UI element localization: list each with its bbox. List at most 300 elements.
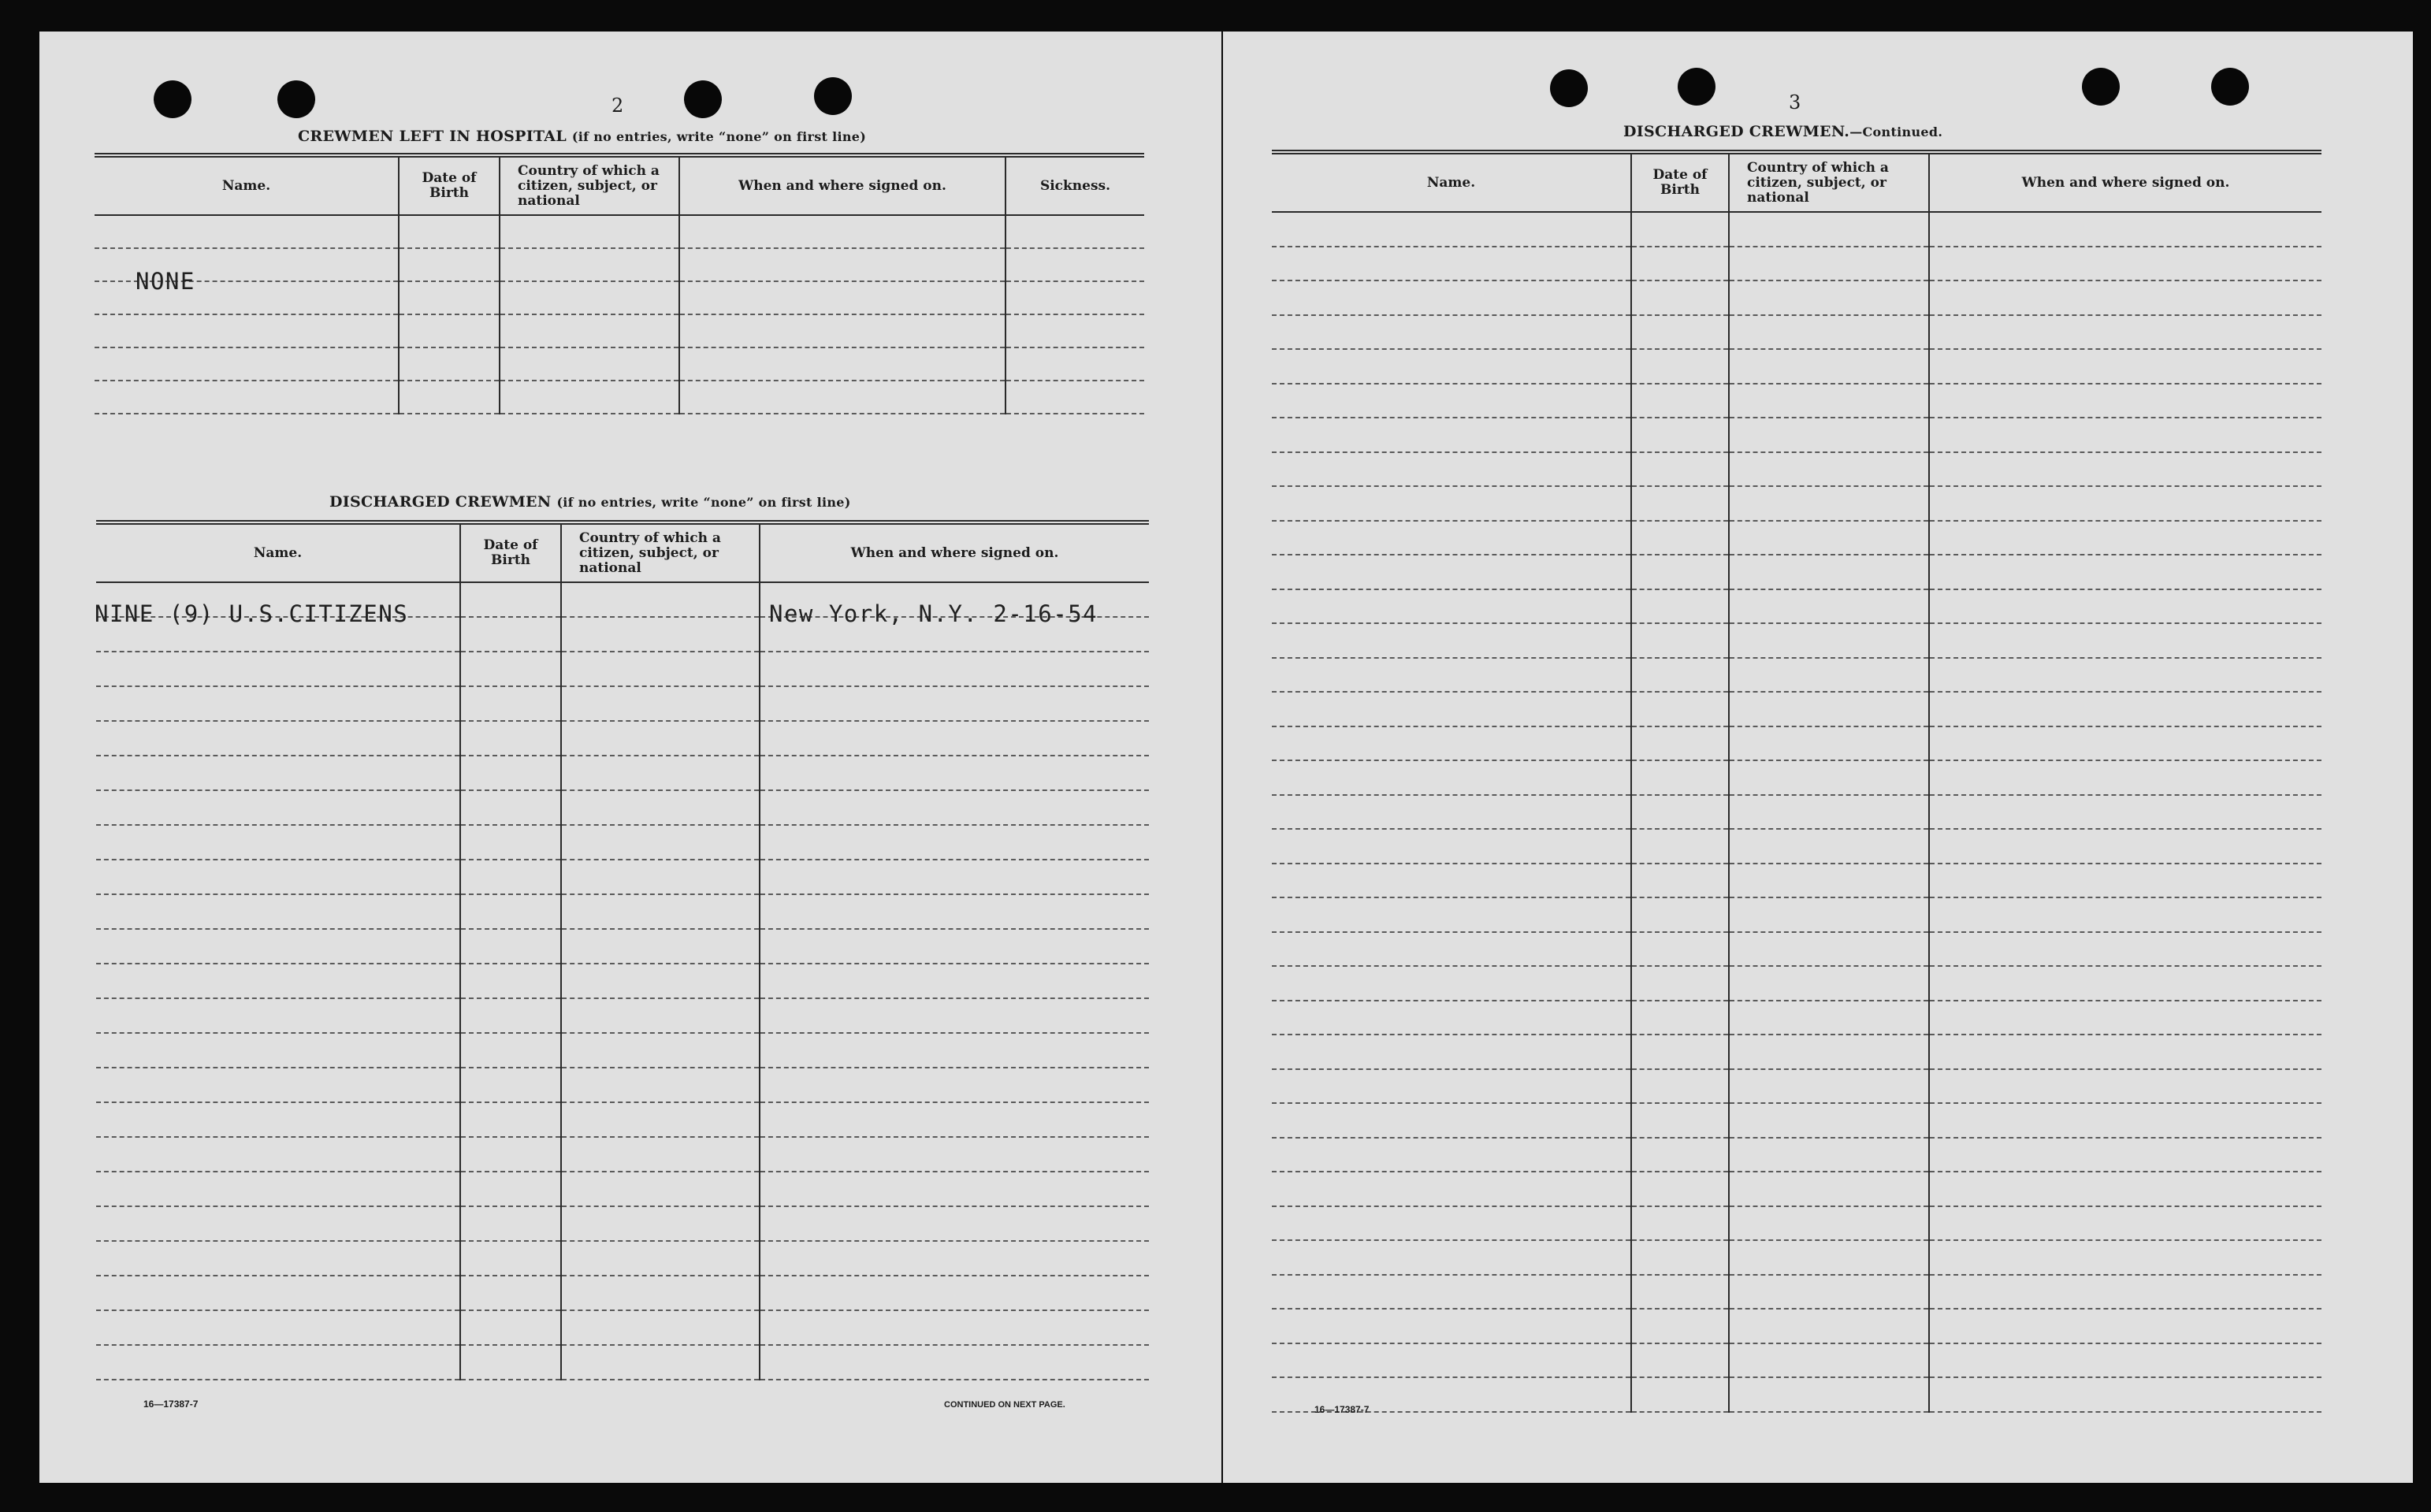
table-cell <box>1631 966 1729 1001</box>
punch-hole <box>814 77 852 115</box>
punch-hole <box>684 80 722 118</box>
table-row <box>1272 315 2321 350</box>
table-row <box>1272 247 2321 281</box>
table-cell <box>679 215 1005 248</box>
table-cell <box>1729 418 1929 452</box>
table-cell <box>1272 760 1631 795</box>
table-cell <box>96 1102 460 1137</box>
table-cell <box>460 998 561 1033</box>
table-cell <box>1272 966 1631 1001</box>
col-name-header: Name. <box>96 522 460 582</box>
discharged-continued-title: DISCHARGED CREWMEN.—Continued. <box>1623 123 1943 140</box>
table-row <box>96 1310 1149 1345</box>
table-cell <box>760 1137 1149 1172</box>
table-cell <box>760 686 1149 721</box>
table-cell <box>1631 795 1729 830</box>
table-cell <box>561 1276 760 1310</box>
table-row <box>1272 623 2321 658</box>
table-row <box>95 281 1144 314</box>
table-cell <box>1929 1275 2321 1310</box>
table-cell <box>96 1172 460 1206</box>
table-row <box>96 825 1149 860</box>
table-row <box>1272 795 2321 830</box>
table-cell <box>1929 623 2321 658</box>
table-cell <box>1729 212 1929 247</box>
table-cell <box>1272 932 1631 967</box>
table-cell <box>399 281 500 314</box>
table-row <box>1272 726 2321 761</box>
table-row <box>96 1276 1149 1310</box>
table-cell <box>460 686 561 721</box>
table-cell <box>1272 658 1631 693</box>
table-cell <box>561 582 760 617</box>
form-number: 16—17387-7 <box>143 1399 199 1410</box>
table-cell <box>1729 1138 1929 1172</box>
table-cell <box>760 894 1149 929</box>
table-cell <box>1929 795 2321 830</box>
form-number: 16—17387-7 <box>1314 1404 1370 1415</box>
table-cell <box>760 1241 1149 1276</box>
table-cell <box>1929 1001 2321 1035</box>
table-cell <box>460 894 561 929</box>
table-cell <box>95 215 399 248</box>
table-row <box>96 860 1149 894</box>
table-row <box>96 756 1149 790</box>
table-cell <box>1729 1172 1929 1206</box>
table-row <box>1272 966 2321 1001</box>
table-row <box>96 1172 1149 1206</box>
table-cell <box>1631 1172 1729 1206</box>
table-cell <box>1272 486 1631 521</box>
table-cell <box>1729 623 1929 658</box>
table-cell <box>561 756 760 790</box>
table-cell <box>1929 760 2321 795</box>
table-cell <box>1929 1206 2321 1241</box>
table-row <box>1272 1001 2321 1035</box>
table-cell <box>460 1345 561 1380</box>
table-cell <box>1631 726 1729 761</box>
table-cell <box>500 381 679 414</box>
table-row <box>1272 212 2321 247</box>
table-cell <box>1929 521 2321 555</box>
table-row <box>1272 486 2321 521</box>
right-page <box>1223 32 2413 1483</box>
table-cell <box>96 756 460 790</box>
table-cell <box>399 314 500 347</box>
table-cell <box>1729 692 1929 726</box>
table-cell <box>1729 1343 1929 1378</box>
table-cell <box>1929 315 2321 350</box>
table-cell <box>1631 1001 1729 1035</box>
table-cell <box>1729 1275 1929 1310</box>
col-country-header: Country of which a citizen, subject, or national <box>500 155 679 215</box>
table-cell <box>96 860 460 894</box>
table-cell <box>1729 280 1929 315</box>
left-page <box>39 32 1221 1483</box>
table-cell <box>1272 1275 1631 1310</box>
table-cell <box>1631 760 1729 795</box>
table-cell <box>95 347 399 381</box>
table-cell <box>561 1345 760 1380</box>
table-cell <box>1929 1240 2321 1275</box>
table-row <box>1272 1240 2321 1275</box>
table-cell <box>96 894 460 929</box>
table-cell <box>1929 1103 2321 1138</box>
table-cell <box>1272 897 1631 932</box>
table-row <box>1272 418 2321 452</box>
col-country-header: Country of which a citizen, subject, or national <box>561 522 760 582</box>
table-cell <box>760 964 1149 998</box>
col-dob-header: Date of Birth <box>460 522 561 582</box>
table-cell <box>96 964 460 998</box>
table-cell <box>500 314 679 347</box>
table-cell <box>399 347 500 381</box>
table-cell <box>1272 829 1631 864</box>
table-cell <box>760 756 1149 790</box>
table-cell <box>1272 280 1631 315</box>
table-cell <box>1929 966 2321 1001</box>
table-cell <box>1929 1377 2321 1412</box>
table-cell <box>1729 1035 1929 1069</box>
table-cell <box>1929 418 2321 452</box>
table-cell <box>96 1068 460 1102</box>
table-cell <box>1005 281 1144 314</box>
table-cell <box>1005 248 1144 281</box>
table-row <box>1272 1103 2321 1138</box>
table-cell <box>500 215 679 248</box>
punch-hole <box>1550 69 1588 107</box>
table-cell <box>1631 897 1729 932</box>
table-cell <box>561 998 760 1033</box>
table-cell <box>1929 280 2321 315</box>
table-cell <box>760 652 1149 686</box>
table-cell <box>1729 897 1929 932</box>
table-cell <box>561 929 760 964</box>
table-cell <box>1929 829 2321 864</box>
table-cell <box>561 686 760 721</box>
table-cell <box>1929 486 2321 521</box>
table-cell <box>1729 384 1929 418</box>
table-cell <box>460 1276 561 1310</box>
table-cell <box>460 1137 561 1172</box>
punch-hole <box>277 80 315 118</box>
table-row <box>96 1137 1149 1172</box>
table-cell <box>96 825 460 860</box>
table-cell <box>96 721 460 756</box>
table-row <box>1272 384 2321 418</box>
table-row <box>96 686 1149 721</box>
table-row <box>1272 932 2321 967</box>
table-cell <box>96 652 460 686</box>
col-dob-header: Date of Birth <box>399 155 500 215</box>
table-cell <box>1929 212 2321 247</box>
discharged-entry-signed-on: New York, N.Y. 2-16-54 <box>769 600 1098 627</box>
table-cell <box>460 825 561 860</box>
table-cell <box>760 721 1149 756</box>
table-cell <box>1272 1172 1631 1206</box>
table-cell <box>1929 1138 2321 1172</box>
table-cell <box>460 652 561 686</box>
table-cell <box>96 686 460 721</box>
col-signed-header: When and where signed on. <box>679 155 1005 215</box>
table-cell <box>1729 1206 1929 1241</box>
table-cell <box>1272 1240 1631 1275</box>
table-cell <box>399 215 500 248</box>
table-cell <box>1631 555 1729 589</box>
table-cell <box>760 929 1149 964</box>
table-cell <box>1631 349 1729 384</box>
col-dob-header: Date of Birth <box>1631 152 1729 212</box>
table-cell <box>1005 215 1144 248</box>
table-cell <box>460 1172 561 1206</box>
table-cell <box>1005 347 1144 381</box>
discharged-entry-name: NINE (9) U.S.CITIZENS <box>95 600 409 627</box>
table-cell <box>1729 555 1929 589</box>
table-cell <box>1631 212 1729 247</box>
table-cell <box>679 281 1005 314</box>
table-cell <box>561 1033 760 1068</box>
table-cell <box>561 1310 760 1345</box>
table-cell <box>96 790 460 825</box>
table-cell <box>1729 1309 1929 1343</box>
col-country-header: Country of which a citizen, subject, or national <box>1729 152 1929 212</box>
table-row <box>96 652 1149 686</box>
table-cell <box>561 1102 760 1137</box>
table-cell <box>760 1310 1149 1345</box>
table-row <box>1272 1069 2321 1104</box>
table-cell <box>460 860 561 894</box>
table-cell <box>96 1241 460 1276</box>
table-cell <box>500 281 679 314</box>
table-cell <box>1272 384 1631 418</box>
table-cell <box>1729 1069 1929 1104</box>
table-row <box>1272 1343 2321 1378</box>
table-row <box>96 1102 1149 1137</box>
table-cell <box>1272 1138 1631 1172</box>
table-row <box>95 248 1144 281</box>
table-cell <box>460 1102 561 1137</box>
table-cell <box>561 1206 760 1241</box>
table-cell <box>561 1172 760 1206</box>
table-cell <box>561 825 760 860</box>
table-cell <box>1272 1001 1631 1035</box>
table-row <box>96 1241 1149 1276</box>
table-cell <box>1729 726 1929 761</box>
table-cell <box>561 652 760 686</box>
hospital-table <box>95 153 1144 414</box>
table-cell <box>1631 1343 1729 1378</box>
table-cell <box>96 1310 460 1345</box>
table-cell <box>1272 418 1631 452</box>
table-cell <box>1272 589 1631 624</box>
table-cell <box>96 1033 460 1068</box>
table-row <box>1272 829 2321 864</box>
table-cell <box>1272 1343 1631 1378</box>
table-row <box>95 347 1144 381</box>
table-row <box>1272 897 2321 932</box>
table-cell <box>96 1276 460 1310</box>
table-cell <box>1631 1069 1729 1104</box>
table-cell <box>1631 1275 1729 1310</box>
table-cell <box>1929 589 2321 624</box>
table-cell <box>1272 692 1631 726</box>
table-cell <box>760 860 1149 894</box>
table-row <box>96 929 1149 964</box>
table-cell <box>1929 1343 2321 1378</box>
col-name-header: Name. <box>95 155 399 215</box>
table-row <box>1272 1377 2321 1412</box>
table-cell <box>1929 1172 2321 1206</box>
table-cell <box>679 314 1005 347</box>
table-row <box>1272 1309 2321 1343</box>
table-cell <box>1631 1206 1729 1241</box>
table-cell <box>96 1206 460 1241</box>
table-row <box>1272 1035 2321 1069</box>
table-cell <box>1929 349 2321 384</box>
table-cell <box>1272 1069 1631 1104</box>
table-row <box>96 1206 1149 1241</box>
table-cell <box>460 1033 561 1068</box>
table-cell <box>1929 692 2321 726</box>
table-cell <box>1929 932 2321 967</box>
table-row <box>96 1345 1149 1380</box>
table-cell <box>1729 486 1929 521</box>
table-cell <box>1929 1035 2321 1069</box>
table-cell <box>1929 384 2321 418</box>
table-row <box>1272 760 2321 795</box>
table-row <box>96 1068 1149 1102</box>
table-cell <box>760 825 1149 860</box>
table-cell <box>460 1241 561 1276</box>
table-cell <box>460 617 561 652</box>
table-row <box>96 1033 1149 1068</box>
col-name-header: Name. <box>1272 152 1631 212</box>
table-row <box>1272 1206 2321 1241</box>
table-row <box>1272 280 2321 315</box>
table-cell <box>460 721 561 756</box>
table-cell <box>399 381 500 414</box>
table-cell <box>760 1206 1149 1241</box>
table-cell <box>1631 692 1729 726</box>
table-cell <box>399 248 500 281</box>
table-cell <box>1005 381 1144 414</box>
table-cell <box>1272 349 1631 384</box>
table-row <box>1272 589 2321 624</box>
table-cell <box>561 1137 760 1172</box>
table-cell <box>760 998 1149 1033</box>
table-cell <box>1631 1035 1729 1069</box>
table-cell <box>1729 966 1929 1001</box>
table-cell <box>96 1345 460 1380</box>
table-cell <box>95 381 399 414</box>
table-cell <box>1631 452 1729 487</box>
table-row <box>96 721 1149 756</box>
table-row <box>1272 555 2321 589</box>
table-cell <box>1729 589 1929 624</box>
table-cell <box>1631 486 1729 521</box>
table-row <box>96 998 1149 1033</box>
table-cell <box>96 998 460 1033</box>
table-cell <box>1729 1001 1929 1035</box>
table-cell <box>1631 280 1729 315</box>
table-cell <box>1729 829 1929 864</box>
table-cell <box>1631 384 1729 418</box>
hospital-section-title: CREWMEN LEFT IN HOSPITAL (if no entries, write “none” on first line) <box>298 128 867 145</box>
table-cell <box>1929 726 2321 761</box>
punch-hole <box>2082 68 2120 106</box>
punch-hole <box>154 80 191 118</box>
table-cell <box>460 582 561 617</box>
table-cell <box>1631 1103 1729 1138</box>
punch-hole <box>2211 68 2249 106</box>
table-cell <box>561 721 760 756</box>
hospital-entry-name: NONE <box>136 268 195 295</box>
table-cell <box>760 1033 1149 1068</box>
table-cell <box>760 1172 1149 1206</box>
table-cell <box>1272 864 1631 898</box>
table-cell <box>1272 247 1631 281</box>
table-cell <box>1272 1035 1631 1069</box>
table-cell <box>1272 1206 1631 1241</box>
table-row <box>96 790 1149 825</box>
table-cell <box>1631 1240 1729 1275</box>
table-cell <box>1729 349 1929 384</box>
table-cell <box>1272 726 1631 761</box>
discharged-section-title: DISCHARGED CREWMEN (if no entries, write “none” on first line) <box>329 493 851 511</box>
table-cell <box>1729 658 1929 693</box>
table-cell <box>1272 795 1631 830</box>
table-cell <box>1631 932 1729 967</box>
table-cell <box>1631 315 1729 350</box>
table-cell <box>679 381 1005 414</box>
table-cell <box>561 894 760 929</box>
table-row <box>95 381 1144 414</box>
table-cell <box>561 1068 760 1102</box>
table-row <box>1272 521 2321 555</box>
page-number: 3 <box>1789 91 1801 113</box>
table-cell <box>1729 1103 1929 1138</box>
table-row <box>1272 692 2321 726</box>
table-cell <box>1929 864 2321 898</box>
table-cell <box>1729 452 1929 487</box>
table-cell <box>1272 1309 1631 1343</box>
table-cell <box>1631 521 1729 555</box>
table-cell <box>460 1310 561 1345</box>
table-cell <box>1729 760 1929 795</box>
table-cell <box>1929 452 2321 487</box>
table-row <box>95 314 1144 347</box>
table-cell <box>1272 212 1631 247</box>
col-signed-header: When and where signed on. <box>760 522 1149 582</box>
table-cell <box>1729 521 1929 555</box>
table-cell <box>1631 589 1729 624</box>
table-cell <box>1929 658 2321 693</box>
table-cell <box>1631 1309 1729 1343</box>
table-cell <box>1272 555 1631 589</box>
table-row <box>1272 1172 2321 1206</box>
table-cell <box>1929 1309 2321 1343</box>
table-cell <box>1631 658 1729 693</box>
table-cell <box>760 1345 1149 1380</box>
table-cell <box>1272 623 1631 658</box>
table-cell <box>679 347 1005 381</box>
punch-hole <box>1678 68 1715 106</box>
table-cell <box>1005 314 1144 347</box>
discharged-continued-table <box>1272 150 2321 1413</box>
col-signed-header: When and where signed on. <box>1929 152 2321 212</box>
table-row <box>96 964 1149 998</box>
table-cell <box>500 248 679 281</box>
